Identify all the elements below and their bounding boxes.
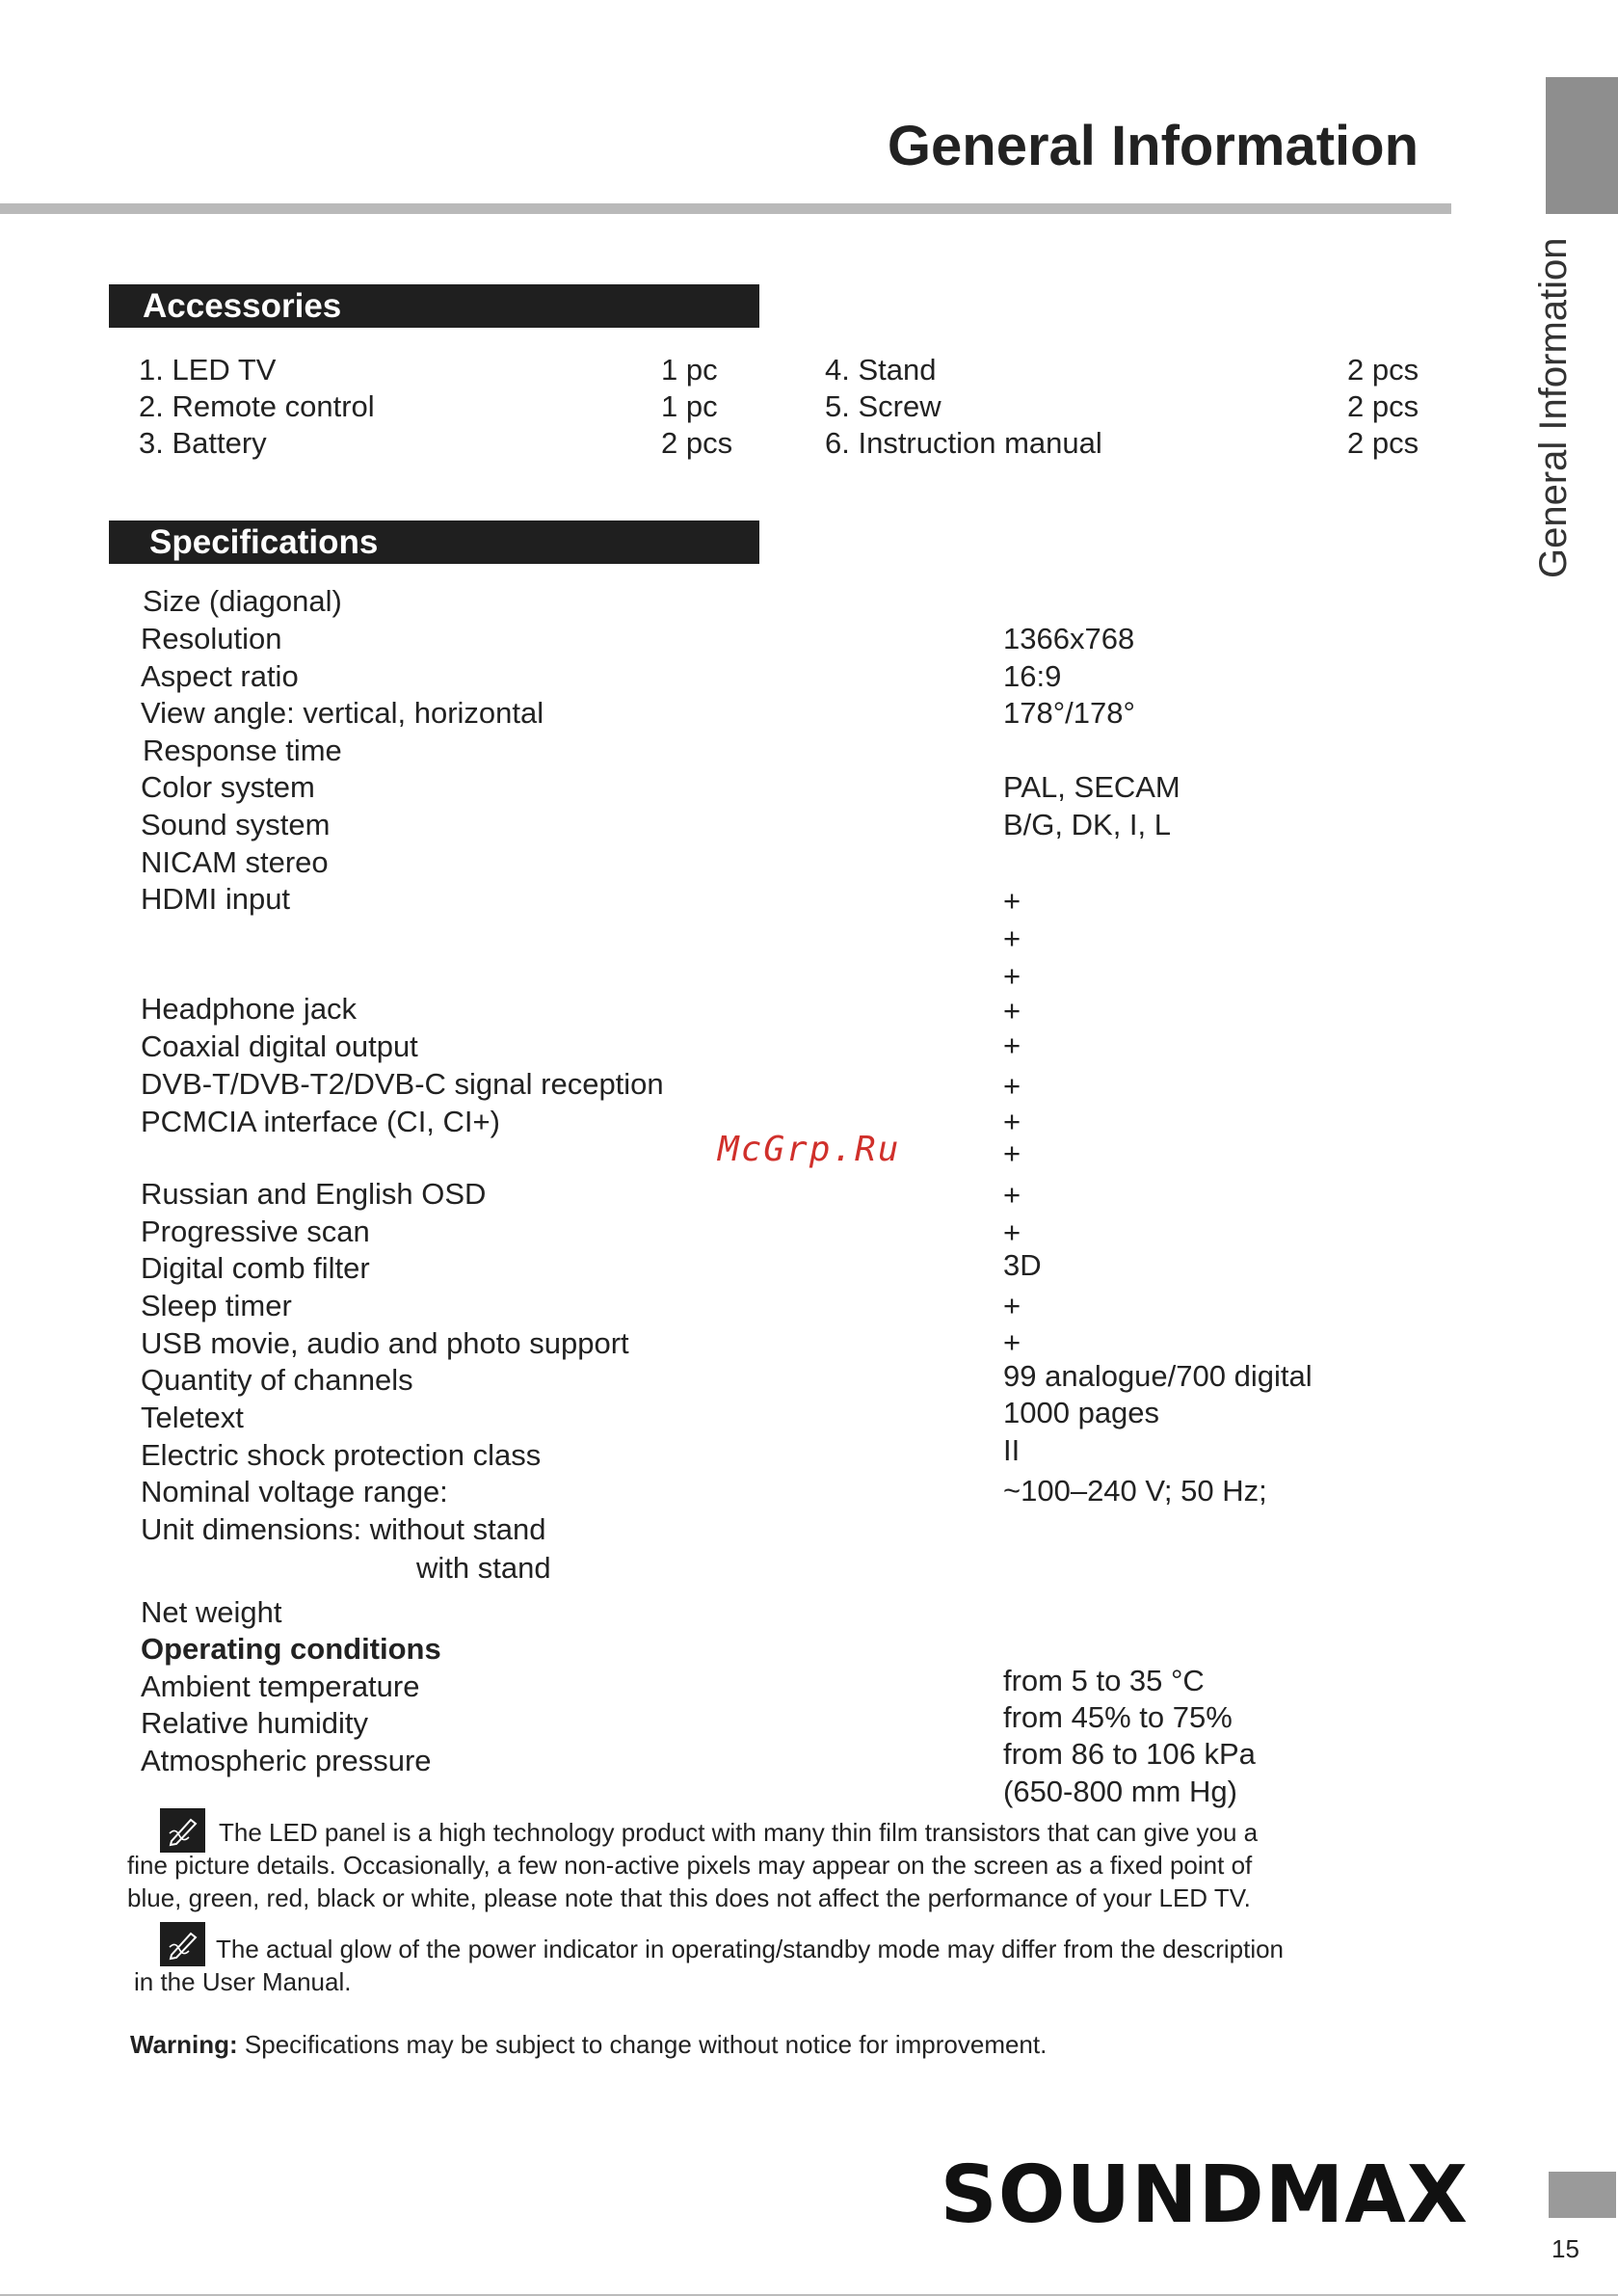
spec-label: Unit dimensions: without stand	[141, 1512, 546, 1546]
accessories-heading: Accessories	[109, 284, 759, 328]
note-text-line: The actual glow of the power indicator in operating/standby mode may differ from the description	[216, 1935, 1285, 1963]
spec-value: II	[1003, 1433, 1021, 1467]
accessory-item-qty: 2 pcs	[661, 426, 733, 460]
title-divider	[0, 203, 1451, 214]
page-number: 15	[1552, 2234, 1579, 2263]
spec-value: 99 analogue/700 digital	[1003, 1359, 1313, 1393]
spec-label: with stand	[416, 1551, 551, 1585]
accessory-item-name: 5. Screw	[825, 389, 942, 423]
spec-value: from 86 to 106 kPa	[1003, 1737, 1256, 1771]
accessory-item-qty: 2 pcs	[1347, 353, 1419, 387]
spec-label: Ambient temperature	[141, 1669, 420, 1703]
note-text-line: The LED panel is a high technology product with many thin film transistors that can give you a	[219, 1818, 1259, 1847]
spec-label: Color system	[141, 770, 315, 804]
spec-value: +	[1003, 959, 1021, 993]
note-icon	[160, 1808, 205, 1853]
accessory-item-name: 4. Stand	[825, 353, 937, 387]
spec-label: Resolution	[141, 622, 282, 655]
spec-label: DVB-T/DVB-T2/DVB-C signal reception	[141, 1067, 664, 1101]
warning-note	[130, 2030, 1047, 2060]
spec-value: 3D	[1003, 1248, 1042, 1282]
spec-label: Headphone jack	[141, 992, 358, 1026]
accessory-item-name: 3. Battery	[139, 426, 267, 460]
spec-label: Electric shock protection class	[141, 1438, 542, 1472]
spec-value: +	[1003, 1136, 1021, 1170]
spec-value: +	[1003, 1069, 1021, 1103]
spec-value: from 45% to 75%	[1003, 1700, 1233, 1734]
spec-label: Teletext	[141, 1401, 244, 1434]
spec-label: Coaxial digital output	[141, 1029, 418, 1063]
spec-label: Sleep timer	[141, 1289, 292, 1322]
spec-value: from 5 to 35 °C	[1003, 1664, 1205, 1697]
accessory-item-qty: 1 pc	[661, 353, 718, 387]
spec-value: +	[1003, 994, 1021, 1028]
spec-value: +	[1003, 884, 1021, 918]
spec-label: Atmospheric pressure	[141, 1744, 432, 1777]
spec-label: NICAM stereo	[141, 845, 329, 879]
spec-label: HDMI input	[141, 882, 291, 916]
spec-label: Russian and English OSD	[141, 1177, 487, 1211]
spec-value: 178°/178°	[1003, 696, 1135, 730]
accessory-item-name: 6. Instruction manual	[825, 426, 1102, 460]
spec-label: View angle: vertical, horizontal	[141, 696, 544, 730]
brand-logo: SOUNDMAX	[940, 2149, 1469, 2241]
spec-value: +	[1003, 1105, 1021, 1138]
spec-value: ~100–240 V; 50 Hz;	[1003, 1474, 1267, 1508]
note-icon	[160, 1922, 205, 1966]
spec-value: +	[1003, 1289, 1021, 1322]
spec-label: Net weight	[141, 1595, 282, 1629]
spec-label: Sound system	[141, 808, 331, 841]
accessory-item-qty: 2 pcs	[1347, 389, 1419, 423]
spec-value: +	[1003, 1325, 1021, 1359]
pencil-note-icon	[166, 1814, 200, 1847]
spec-label: Relative humidity	[141, 1706, 369, 1740]
spec-label: Size (diagonal)	[143, 584, 342, 618]
accessory-item-qty: 2 pcs	[1347, 426, 1419, 460]
warning-label: Warning:	[130, 2030, 238, 2059]
spec-value: +	[1003, 1178, 1021, 1212]
pencil-note-icon	[166, 1928, 200, 1961]
spec-label: Aspect ratio	[141, 659, 299, 693]
side-section-label-text: General Information	[1532, 237, 1575, 578]
spec-value: +	[1003, 1215, 1021, 1249]
page-title: General Information	[887, 115, 1419, 177]
spec-value: +	[1003, 1028, 1021, 1062]
warning-text: Specifications may be subject to change without notice for improvement.	[237, 2030, 1048, 2059]
spec-value: PAL, SECAM	[1003, 770, 1180, 804]
spec-value: 1366x768	[1003, 622, 1135, 655]
spec-label: USB movie, audio and photo support	[141, 1326, 629, 1360]
accessory-item-name: 1. LED TV	[139, 353, 277, 387]
spec-value: B/G, DK, I, L	[1003, 808, 1171, 841]
note-text-line: blue, green, red, black or white, please note that this does not affect the performance of your LED TV.	[127, 1883, 1251, 1912]
watermark: McGrp.Ru	[718, 1130, 901, 1169]
spec-label: Quantity of channels	[141, 1363, 413, 1397]
spec-label: Nominal voltage range:	[141, 1475, 448, 1508]
spec-label: Progressive scan	[141, 1215, 370, 1248]
page-corner-block	[1549, 2172, 1616, 2218]
side-tab-block	[1546, 77, 1618, 214]
specifications-heading: Specifications	[109, 521, 759, 564]
spec-value: (650-800 mm Hg)	[1003, 1775, 1237, 1808]
spec-value: 16:9	[1003, 659, 1062, 693]
spec-value: 1000 pages	[1003, 1396, 1160, 1429]
spec-value: +	[1003, 921, 1021, 955]
note-text-line: fine picture details. Occasionally, a few non-active pixels may appear on the screen as a fixed point of	[127, 1851, 1253, 1880]
accessory-item-qty: 1 pc	[661, 389, 718, 423]
spec-label: Digital comb filter	[141, 1251, 370, 1285]
note-text-line: in the User Manual.	[134, 1967, 352, 1996]
spec-label: PCMCIA interface (CI, CI+)	[141, 1105, 500, 1138]
spec-label: Response time	[143, 734, 342, 767]
operating-conditions-heading: Operating conditions	[141, 1632, 441, 1666]
accessory-item-name: 2. Remote control	[139, 389, 375, 423]
